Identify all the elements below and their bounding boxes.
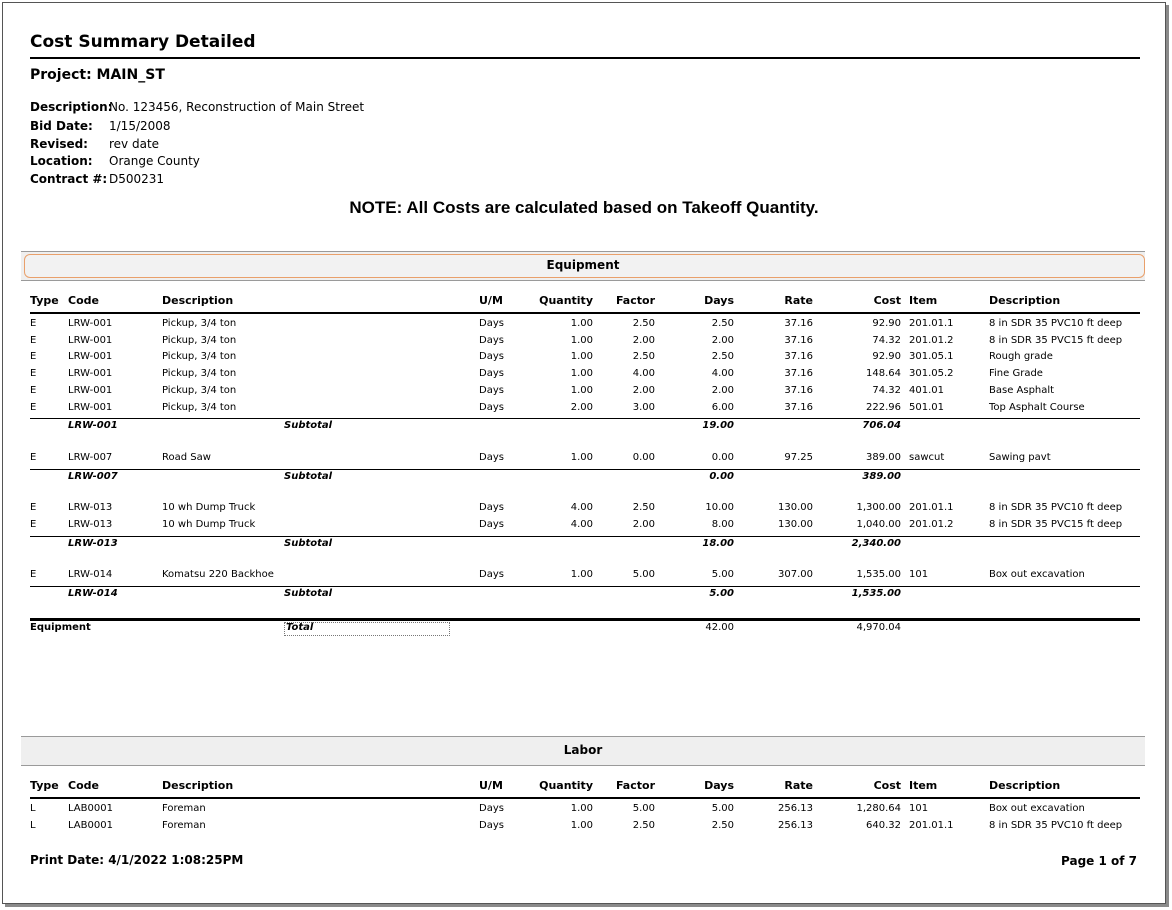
cell-um: Days	[479, 451, 504, 463]
cell-days: 2.50	[711, 819, 734, 831]
cell-days: 5.00	[711, 569, 734, 581]
row-divider	[30, 536, 1140, 537]
cell-rate: 37.16	[784, 384, 813, 396]
column-header-cost: Cost	[873, 294, 901, 307]
cell-type: E	[30, 384, 37, 396]
cell-rate: 37.16	[784, 401, 813, 413]
column-header-cost: Cost	[873, 779, 901, 792]
cell-um: Days	[479, 803, 504, 814]
cell-item: sawcut	[909, 451, 945, 463]
subtotal-code: LRW-013	[68, 537, 118, 549]
cell-item-description: 8 in SDR 35 PVC10 ft deep	[989, 318, 1123, 329]
cell-cost: 389.00	[866, 451, 901, 463]
cell-cost: 1,040.00	[856, 519, 901, 530]
cell-days: 5.00	[711, 803, 734, 814]
column-header-description: Description	[162, 294, 234, 307]
info-label: Description:	[30, 100, 113, 114]
column-header-item-description: Description	[989, 294, 1061, 307]
cell-quantity: 1.00	[570, 819, 593, 831]
cell-item-description: Base Asphalt	[989, 384, 1055, 396]
cell-quantity: 2.00	[570, 401, 593, 413]
cell-quantity: 4.00	[570, 519, 593, 530]
cell-code: LRW-013	[68, 502, 113, 514]
row-divider	[30, 618, 1140, 621]
cell-description: Pickup, 3/4 ton	[162, 368, 237, 380]
cell-code: LRW-001	[68, 401, 113, 413]
cell-type: E	[30, 569, 37, 581]
cell-cost: 148.64	[866, 368, 901, 380]
cell-type: E	[30, 334, 37, 346]
column-header-um: U/M	[479, 779, 503, 792]
title-divider	[30, 57, 1140, 59]
cell-rate: 37.16	[784, 368, 813, 380]
cell-description: Road Saw	[162, 451, 211, 463]
cell-days: 8.00	[711, 519, 734, 530]
cell-quantity: 1.00	[570, 318, 593, 329]
subtotal-code: LRW-014	[68, 588, 118, 600]
cell-description: Pickup, 3/4 ton	[162, 351, 237, 363]
cell-code: LAB0001	[68, 803, 113, 814]
cell-um: Days	[479, 569, 504, 581]
cell-item: 301.05.1	[909, 351, 954, 363]
cell-item-description: 8 in SDR 35 PVC15 ft deep	[989, 519, 1123, 530]
cell-rate: 37.16	[784, 351, 813, 363]
column-header-rate: Rate	[784, 779, 813, 792]
cell-um: Days	[479, 368, 504, 380]
subtotal-code: LRW-001	[68, 420, 118, 432]
info-value: rev date	[109, 137, 160, 151]
cell-days: 0.00	[711, 451, 734, 463]
column-header-description: Description	[162, 779, 234, 792]
column-header-factor: Factor	[615, 294, 655, 307]
total-label: Total	[286, 622, 314, 633]
cell-description: Pickup, 3/4 ton	[162, 401, 237, 413]
column-header-code: Code	[68, 779, 99, 792]
project-name: Project: MAIN_ST	[30, 67, 165, 83]
cell-rate: 130.00	[778, 502, 813, 514]
cell-item: 201.01.2	[909, 334, 954, 346]
cell-rate: 256.13	[778, 819, 813, 831]
column-header-item: Item	[909, 779, 938, 792]
total-cost: 4,970.04	[856, 622, 901, 633]
info-value: No. 123456, Reconstruction of Main Street	[109, 100, 365, 114]
cell-quantity: 1.00	[570, 384, 593, 396]
cell-item-description: Box out excavation	[989, 803, 1085, 814]
cell-type: E	[30, 368, 37, 380]
cell-description: Foreman	[162, 819, 206, 831]
cell-type: E	[30, 318, 37, 329]
cell-rate: 130.00	[778, 519, 813, 530]
cell-item: 501.01	[909, 401, 944, 413]
subtotal-cost: 2,340.00	[851, 537, 901, 549]
subtotal-days: 5.00	[709, 588, 734, 600]
subtotal-code: LRW-007	[68, 470, 118, 482]
info-value: D500231	[109, 172, 165, 186]
cell-um: Days	[479, 334, 504, 346]
cell-days: 10.00	[705, 502, 734, 514]
info-value: Orange County	[109, 154, 200, 168]
cell-um: Days	[479, 384, 504, 396]
info-label: Location:	[30, 154, 93, 168]
subtotal-cost: 706.04	[862, 420, 901, 432]
cell-item: 101	[909, 569, 929, 581]
cell-description: Pickup, 3/4 ton	[162, 318, 237, 329]
info-value: 1/15/2008	[109, 119, 171, 133]
cell-um: Days	[479, 351, 504, 363]
cell-cost: 92.90	[872, 351, 901, 363]
section-title: Labor	[563, 743, 603, 757]
page-number: Page 1 of 7	[1061, 854, 1137, 868]
cell-item-description: 8 in SDR 35 PVC10 ft deep	[989, 819, 1123, 831]
column-header-item-description: Description	[989, 779, 1061, 792]
cell-cost: 1,535.00	[856, 569, 901, 581]
cell-quantity: 1.00	[570, 368, 593, 380]
info-label: Bid Date:	[30, 119, 93, 133]
column-header-quantity: Quantity	[539, 779, 593, 792]
column-header-item: Item	[909, 294, 938, 307]
cell-days: 2.00	[711, 384, 734, 396]
cell-rate: 97.25	[784, 451, 813, 463]
cell-factor: 2.50	[632, 318, 655, 329]
column-header-days: Days	[704, 294, 734, 307]
row-divider	[30, 469, 1140, 470]
cell-quantity: 1.00	[570, 569, 593, 581]
cell-item-description: Box out excavation	[989, 569, 1085, 581]
cell-item: 201.01.1	[909, 819, 954, 831]
cell-factor: 2.00	[632, 334, 655, 346]
subtotal-days: 19.00	[702, 420, 734, 432]
cell-code: LRW-001	[68, 351, 113, 363]
cell-quantity: 1.00	[570, 451, 593, 463]
cell-code: LRW-001	[68, 334, 113, 346]
cell-cost: 1,280.64	[856, 803, 901, 814]
cell-cost: 74.32	[872, 334, 901, 346]
cell-days: 6.00	[711, 401, 734, 413]
cell-type: E	[30, 401, 37, 413]
cell-item-description: 8 in SDR 35 PVC15 ft deep	[989, 334, 1123, 346]
subtotal-cost: 1,535.00	[851, 588, 901, 600]
column-header-type: Type	[30, 779, 59, 792]
cell-code: LRW-013	[68, 519, 113, 530]
subtotal-label: Subtotal	[284, 420, 333, 432]
subtotal-label: Subtotal	[284, 537, 333, 549]
cell-days: 4.00	[711, 368, 734, 380]
cell-rate: 307.00	[778, 569, 813, 581]
cell-code: LRW-007	[68, 451, 113, 463]
cell-rate: 37.16	[784, 334, 813, 346]
report-page	[2, 2, 1166, 904]
cell-um: Days	[479, 318, 504, 329]
cell-description: 10 wh Dump Truck	[162, 519, 256, 530]
cell-code: LRW-014	[68, 569, 113, 581]
report-title: Cost Summary Detailed	[30, 32, 256, 52]
column-header-rate: Rate	[784, 294, 813, 307]
cell-item: 401.01	[909, 384, 944, 396]
cell-factor: 2.00	[632, 519, 655, 530]
cell-factor: 2.00	[632, 384, 655, 396]
cell-rate: 37.16	[784, 318, 813, 329]
cell-code: LAB0001	[68, 819, 113, 831]
column-header-days: Days	[704, 779, 734, 792]
cell-factor: 5.00	[632, 569, 655, 581]
cell-description: Pickup, 3/4 ton	[162, 334, 237, 346]
subtotal-label: Subtotal	[284, 470, 333, 482]
cell-type: E	[30, 451, 37, 463]
cell-days: 2.50	[711, 318, 734, 329]
cell-description: Pickup, 3/4 ton	[162, 384, 237, 396]
row-divider	[30, 418, 1140, 419]
column-header-factor: Factor	[615, 779, 655, 792]
cell-code: LRW-001	[68, 384, 113, 396]
cell-item: 101	[909, 803, 929, 814]
cell-quantity: 4.00	[570, 502, 593, 514]
row-divider	[30, 797, 1140, 799]
cell-factor: 5.00	[632, 803, 655, 814]
cell-cost: 222.96	[866, 401, 901, 413]
total-days: 42.00	[705, 622, 734, 633]
cell-days: 2.00	[711, 334, 734, 346]
calculation-note: NOTE: All Costs are calculated based on Takeoff Quantity.	[349, 198, 819, 217]
cell-description: Komatsu 220 Backhoe	[162, 569, 274, 581]
cell-cost: 1,300.00	[856, 502, 901, 514]
cell-factor: 2.50	[632, 502, 655, 514]
section-title: Equipment	[546, 258, 620, 272]
cell-item-description: Rough grade	[989, 351, 1053, 363]
cell-code: LRW-001	[68, 368, 113, 380]
section-header-labor	[21, 736, 1145, 766]
cell-item-description: Top Asphalt Course	[989, 401, 1085, 413]
section-header-equipment	[21, 251, 1145, 281]
cell-rate: 256.13	[778, 803, 813, 814]
cell-item: 201.01.2	[909, 519, 954, 530]
cell-cost: 640.32	[866, 819, 901, 831]
subtotal-days: 18.00	[702, 537, 734, 549]
cell-description: Foreman	[162, 803, 206, 814]
cell-factor: 2.50	[632, 351, 655, 363]
cell-cost: 92.90	[872, 318, 901, 329]
cell-code: LRW-001	[68, 318, 113, 329]
column-header-code: Code	[68, 294, 99, 307]
cell-item-description: 8 in SDR 35 PVC10 ft deep	[989, 502, 1123, 514]
cell-um: Days	[479, 502, 504, 514]
cell-item-description: Sawing pavt	[989, 451, 1051, 463]
cell-quantity: 1.00	[570, 803, 593, 814]
cell-factor: 3.00	[632, 401, 655, 413]
cell-item-description: Fine Grade	[989, 368, 1043, 380]
column-header-quantity: Quantity	[539, 294, 593, 307]
cell-type: E	[30, 502, 37, 514]
cell-days: 2.50	[711, 351, 734, 363]
row-divider	[30, 312, 1140, 314]
cell-um: Days	[479, 519, 504, 530]
cell-type: E	[30, 519, 37, 530]
cell-description: 10 wh Dump Truck	[162, 502, 256, 514]
column-header-type: Type	[30, 294, 59, 307]
cell-type: L	[30, 803, 36, 814]
subtotal-cost: 389.00	[862, 470, 901, 482]
print-date: Print Date: 4/1/2022 1:08:25PM	[30, 853, 244, 867]
row-divider	[30, 586, 1140, 587]
cell-item: 201.01.1	[909, 502, 954, 514]
info-label: Revised:	[30, 137, 88, 151]
subtotal-days: 0.00	[709, 470, 734, 482]
cell-um: Days	[479, 401, 504, 413]
cell-quantity: 1.00	[570, 334, 593, 346]
cell-factor: 4.00	[632, 368, 655, 380]
column-header-um: U/M	[479, 294, 503, 307]
total-section-name: Equipment	[30, 622, 91, 633]
cell-um: Days	[479, 819, 504, 831]
subtotal-label: Subtotal	[284, 588, 333, 600]
cell-factor: 2.50	[632, 819, 655, 831]
cell-cost: 74.32	[872, 384, 901, 396]
info-label: Contract #:	[30, 172, 108, 186]
cell-type: L	[30, 819, 36, 831]
cell-quantity: 1.00	[570, 351, 593, 363]
cell-factor: 0.00	[632, 451, 655, 463]
cell-item: 301.05.2	[909, 368, 954, 380]
cell-type: E	[30, 351, 37, 363]
cell-item: 201.01.1	[909, 318, 954, 329]
